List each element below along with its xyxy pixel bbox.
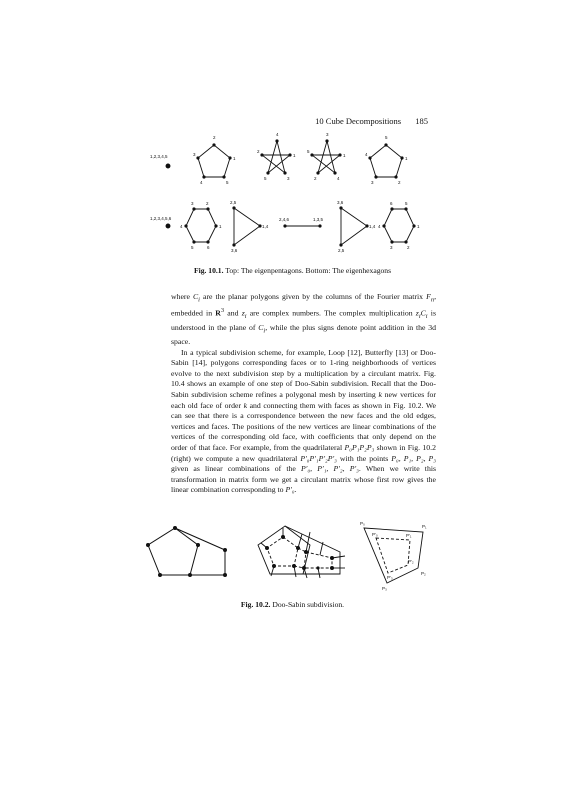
label: 1 bbox=[219, 224, 222, 229]
label: 1 bbox=[233, 156, 236, 161]
label: 5 bbox=[191, 245, 194, 250]
paragraph-1: where $C_i$ are the planar polygons given by the columns of the Fourier matrix $F_n$, embedded in $R^3$ and $z_i$ are complex numbers. The complex multiplication $z_iC_i$ is understood in the plane of $C_i$, while the plus signs denote point addition in the 3d space. bbox=[171, 292, 436, 346]
label: 6 bbox=[207, 245, 210, 250]
label: 2 bbox=[407, 245, 410, 250]
running-head bbox=[160, 116, 428, 126]
label: 1 bbox=[293, 153, 296, 158]
label: 4 bbox=[378, 224, 381, 229]
eigenpentagon-1 bbox=[198, 145, 230, 177]
label: 1,4 bbox=[369, 224, 376, 229]
label: 6 bbox=[390, 201, 393, 206]
label: 2,5 bbox=[230, 200, 237, 205]
label-P-prime-3: P′₃ bbox=[387, 575, 393, 580]
label: 1 bbox=[343, 153, 346, 158]
caption-text: Doo-Sabin subdivision. bbox=[272, 600, 345, 609]
label: 2 bbox=[257, 149, 260, 154]
label: 4 bbox=[180, 224, 183, 229]
label: 1,4 bbox=[262, 224, 269, 229]
label: 3 bbox=[191, 201, 194, 206]
label: 5 bbox=[264, 176, 267, 181]
label: 3 bbox=[371, 180, 374, 185]
label: 3 bbox=[326, 132, 329, 137]
eigenhexagon-2 bbox=[384, 209, 414, 242]
label: 5 bbox=[226, 180, 229, 185]
label-P-prime-2: P′₂ bbox=[408, 559, 414, 564]
label: 1,3,5 bbox=[313, 217, 324, 222]
label: 2 bbox=[213, 135, 216, 140]
label-P-prime-0: P′₀ bbox=[372, 532, 378, 537]
label-single-bottom: 1,2,3,4,5,6 bbox=[150, 216, 172, 221]
label: 5 bbox=[307, 149, 310, 154]
label: 1 bbox=[417, 224, 420, 229]
label: 2 bbox=[314, 176, 317, 181]
label: 5 bbox=[405, 201, 408, 206]
chapter-title: 10 Cube Decompositions bbox=[315, 116, 402, 126]
body-text bbox=[171, 292, 436, 496]
eigenpentagon-4 bbox=[370, 145, 402, 177]
eigenpentagon-2 bbox=[262, 141, 290, 173]
figure-eigenpolygons bbox=[150, 128, 435, 263]
label: 4 bbox=[365, 152, 368, 157]
label: 3 bbox=[193, 152, 196, 157]
single-vertex-top bbox=[166, 164, 170, 168]
label: 2 bbox=[206, 201, 209, 206]
old-mesh-quad bbox=[175, 528, 225, 575]
label-P-prime-1: P′₁ bbox=[406, 533, 412, 538]
eigenhexagon-triangle-1 bbox=[234, 208, 260, 245]
page-number: 185 bbox=[415, 116, 428, 126]
label: 2,4,6 bbox=[279, 217, 290, 222]
label: 3,6 bbox=[337, 200, 344, 205]
label-P2: P₂ bbox=[421, 571, 426, 576]
eigenhexagon-triangle-2 bbox=[341, 208, 367, 245]
subdivided-mesh bbox=[258, 526, 345, 578]
eigenpentagon-3 bbox=[312, 141, 340, 173]
label-P1: P₁ bbox=[422, 524, 427, 529]
figure-caption-10-1 bbox=[150, 266, 435, 275]
label: 3 bbox=[390, 245, 393, 250]
label: 3,6 bbox=[231, 248, 238, 253]
label-P0: P₀ bbox=[360, 521, 365, 526]
caption-label: Fig. 10.2. bbox=[240, 600, 271, 609]
figure-caption-10-2 bbox=[150, 600, 435, 609]
label: 4 bbox=[200, 180, 203, 185]
label: 2,5 bbox=[338, 248, 345, 253]
label: 3 bbox=[287, 176, 290, 181]
label: 1 bbox=[405, 156, 408, 161]
label: 5 bbox=[385, 135, 388, 140]
label-P3: P₃ bbox=[382, 586, 387, 591]
caption-label: Fig. 10.1. bbox=[193, 266, 224, 275]
label: 4 bbox=[276, 132, 279, 137]
label: 2 bbox=[398, 180, 401, 185]
eigenhexagon-1 bbox=[186, 209, 216, 242]
paragraph-2: In a typical subdivision scheme, for example, Loop [12], Butterfly [13] or Doo-Sabin [14], polygons corresponding faces or to 1-ring neighborhoods of vertices evolve to the next subdivision step by a multiplication by a circulant matrix. Fig. 10.4 shows an example of one step of Doo-Sabin subdivision. Recall that the Doo-Sabin subdivision scheme refines a polygonal mesh by inserting k new vertices for each old face of order k and connecting them with faces as shown in Fig. 10.2. We can see that there is a correspondence between the new faces and the old edges, vertices and faces. The positions of the new vertices are linear combinations of the vertices of the corresponding old face, with coefficients that only depend on the order of that face. For example, from the quadrilateral P₀P₁P₂P₃ shown in Fig. 10.2 (right) we compute a new quadrilateral P′₀P′₁P′₂P′₃ with the points P₀, P₁, P₂, P₃ given as linear combinations of the P′₀, P′₁, P′₂, P′₃. When we write this transformation in matrix form we get a circulant matrix whose first row gives the linear combination corresponding to P′₀. bbox=[171, 347, 437, 495]
label-single-top: 1,2,3,4,5 bbox=[150, 154, 168, 159]
single-vertex-bottom bbox=[166, 224, 170, 228]
caption-text: Top: The eigenpentagons. Bottom: The eigenhexagons bbox=[225, 266, 392, 275]
figure-doo-sabin bbox=[140, 520, 440, 600]
label: 4 bbox=[337, 176, 340, 181]
